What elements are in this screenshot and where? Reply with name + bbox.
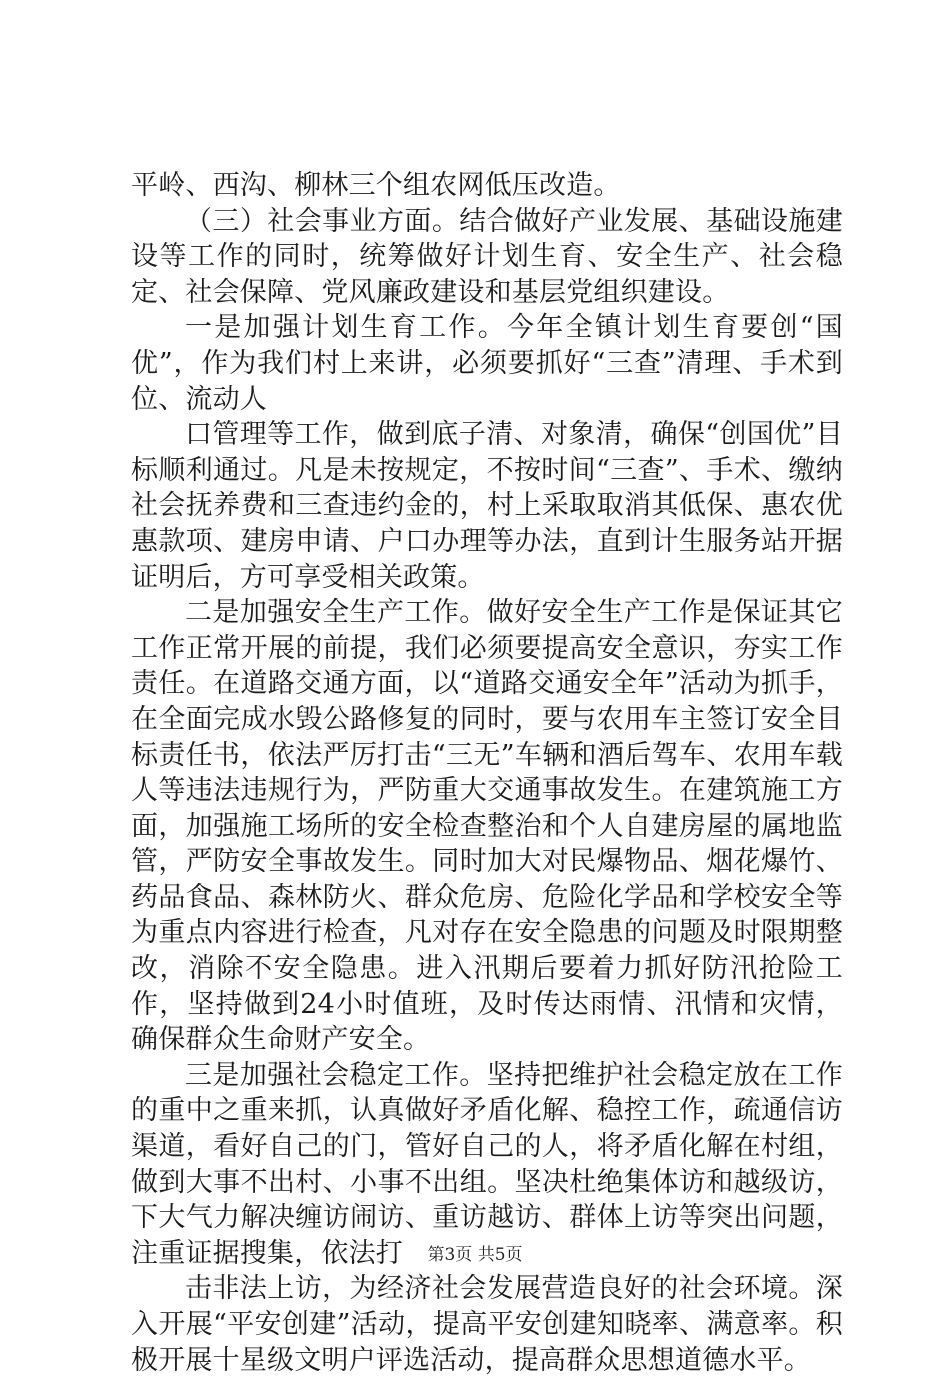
document-body xyxy=(131,168,843,1378)
page-footer: 第3页 共5页 xyxy=(427,1245,523,1265)
paragraph-7: 击非法上访，为经济社会发展营造良好的社会环境。深入开展“平安创建”活动，提高平安创建知晓率、满意率。积极开展十星级文明户评选活动，提高群众思想道德水平。 xyxy=(131,1273,843,1376)
paragraph-2: （三）社会事业方面。结合做好产业发展、基础设施建设等工作的同时，统筹做好计划生育、安全生产、社会稳定、社会保障、党风廉政建设和基层党组织建设。 xyxy=(131,205,843,308)
paragraph-3: 一是加强计划生育工作。今年全镇计划生育要创“国优”，作为我们村上来讲，必须要抓好“三查”清理、手术到位、流动人 xyxy=(131,312,843,415)
paragraph-1: 平岭、西沟、柳林三个组农网低压改造。 xyxy=(131,170,621,201)
paragraph-5: 二是加强安全生产工作。做好安全生产工作是保证其它工作正常开展的前提，我们必须要提高安全意识，夯实工作责任。在道路交通方面，以“道路交通安全年”活动为抓手，在全面完成水毁公路修复的同时，要与农用车主签订安全目标责任书，依法严厉打击“三无”车辆和酒后驾车、农用车载人等违法违规行为，严防重大交通事故发生。在建筑施工方面，加强施工场所的安全检查整治和个人自建房屋的属地监管，严防安全事故发生。同时加大对民爆物品、烟花爆竹、药品食品、森林防火、群众危房、危险化学品和学校安全等为重点内容进行检查，凡对存在安全隐患的问题及时限期整改，消除不安全隐患。进入汛期后要着力抓好防汛抢险工作，坚持做到24小时值班，及时传达雨情、汛情和灾情，确保群众生命财产安全。 xyxy=(131,597,843,1056)
paragraph-4: 口管理等工作，做到底子清、对象清，确保“创国优”目标顺利通过。凡是未按规定，不按时间“三查”、手术、缴纳社会抚养费和三查违约金的，村上采取取消其低保、惠农优惠款项、建房申请、户口办理等办法，直到计生服务站开据证明后，方可享受相关政策。 xyxy=(131,419,843,593)
paragraph-6: 三是加强社会稳定工作。坚持把维护社会稳定放在工作的重中之重来抓，认真做好矛盾化解、稳控工作，疏通信访渠道，看好自己的门，管好自己的人，将矛盾化解在村组，做到大事不出村、小事不出组。坚决杜绝集体访和越级访，下大气力解决缠访闹访、重访越访、群体上访等突出问题，注重证据搜集，依法打 xyxy=(131,1059,843,1269)
